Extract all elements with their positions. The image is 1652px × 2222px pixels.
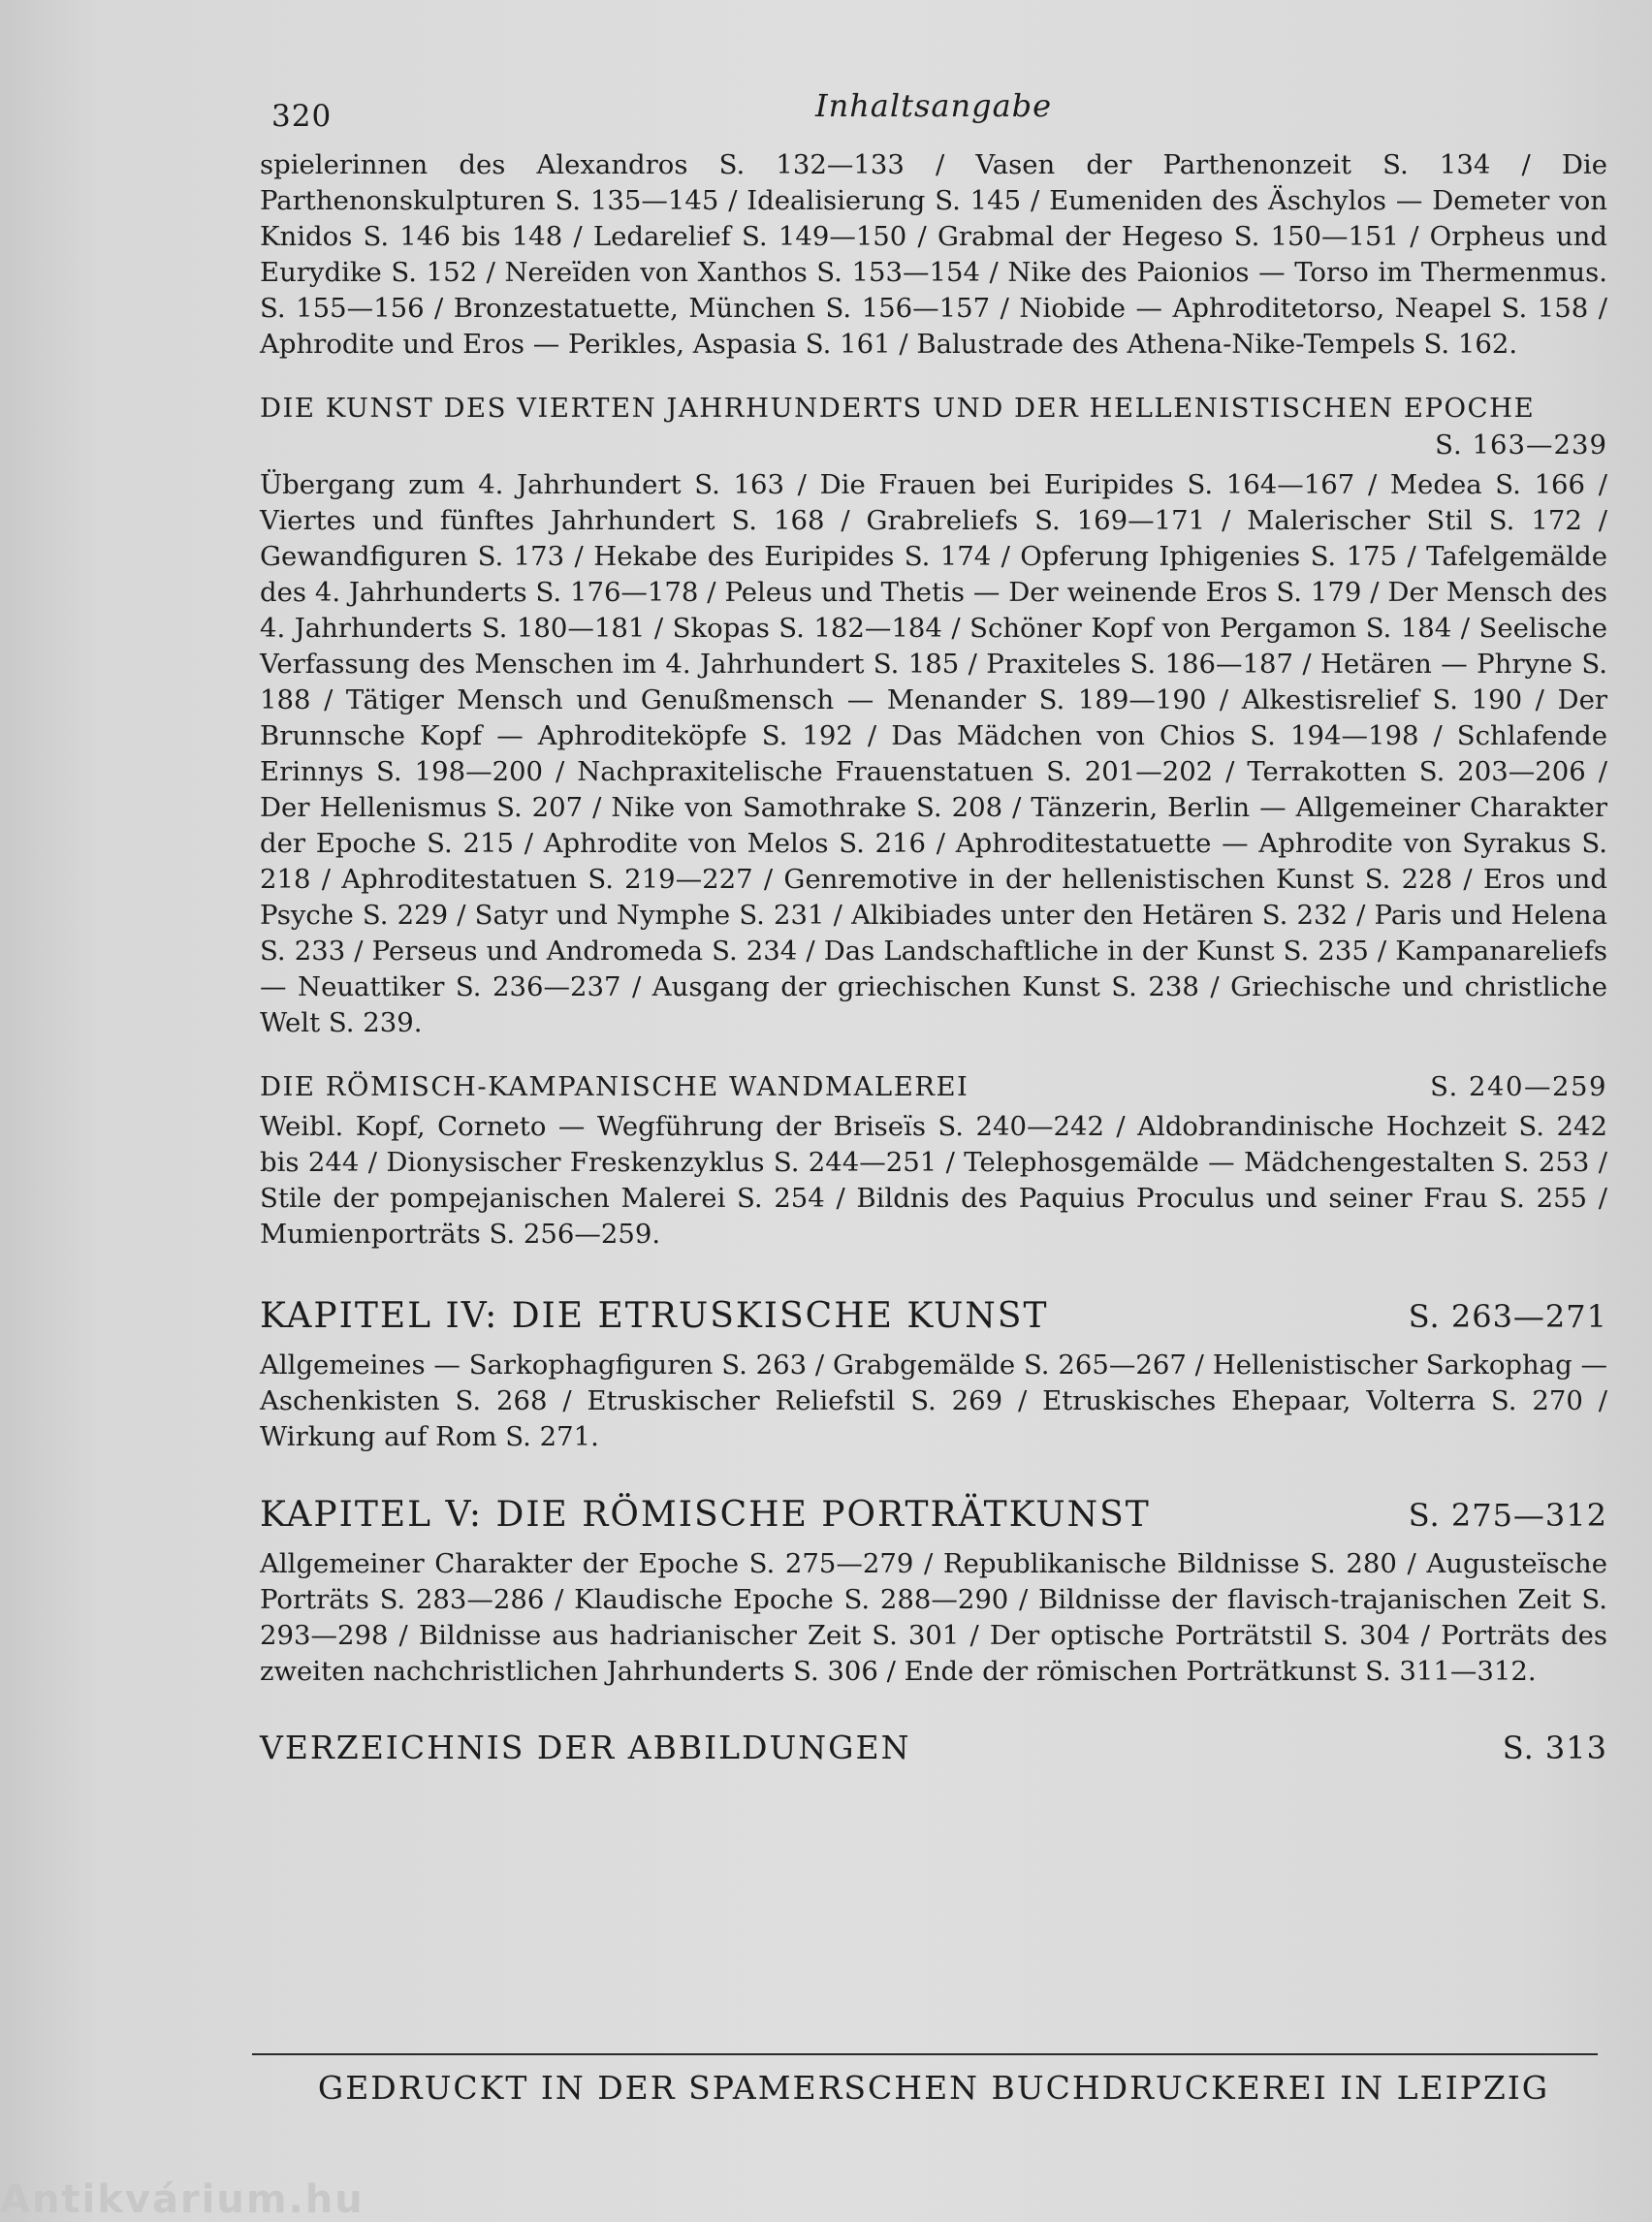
chapter-text: Allgemeiner Charakter der Epoche S. 275—279 / Republikanische Bildnisse S. 280 / Augusteïsche Porträts S. 283—286 / Klaudische Epoche S. 288—290 / Bildnisse der flavisch-trajanischen Zeit S. 293—298 / Bildnisse aus hadrianischer Zeit S. 301 / Der optische Porträtstil S. 304 / Porträts des zweiten nachchristlichen Jahrhunderts S. 306 / Ende der römischen Porträtkunst S. 311—312. bbox=[260, 1548, 1607, 1687]
chapter-title: KAPITEL V: DIE RÖMISCHE PORTRÄTKUNST bbox=[260, 1495, 1151, 1535]
section-title: DIE RÖMISCH-KAMPANISCHE WANDMALEREI bbox=[260, 1071, 969, 1102]
section-title: DIE KUNST DES VIERTEN JAHRHUNDERTS UND DER HELLENISTISCHEN EPOCHE bbox=[260, 393, 1536, 424]
running-head bbox=[260, 79, 1607, 147]
section-heading bbox=[260, 390, 1607, 463]
index-heading bbox=[260, 1725, 1607, 1771]
page-number: 320 bbox=[271, 99, 333, 134]
chapter-pages: S. 263—271 bbox=[1408, 1298, 1607, 1335]
chapter-pages: S. 275—312 bbox=[1408, 1497, 1607, 1534]
imprint-divider bbox=[252, 2053, 1598, 2055]
intro-paragraph: spielerinnen des Alexandros S. 132—133 / Vasen der Parthenonzeit S. 134 / Die Parthenonskulpturen S. 135—145 / Idealisierung S. 145 / Eumeniden des Äschylos — Demeter von Knidos S. 146 bis 148 / Ledarelief S. 149—150 / Grabmal der Hegeso S. 150—151 / Orpheus und Eurydike S. 152 / Nereïden von Xanthos S. 153—154 / Nike des Paionios — Torso im Thermenmus. S. 155—156 / Bronzestatuette, München S. 156—157 / Niobide — Aphroditetorso, Neapel S. 158 / Aphrodite und Eros — Perikles, Aspasia S. 161 / Balustrade des Athena-Nike-Tempels S. 162. bbox=[260, 149, 1607, 360]
chapter-roman-portrait bbox=[260, 1492, 1607, 1690]
running-title: Inhaltsangabe bbox=[814, 87, 1053, 124]
section-text: Übergang zum 4. Jahrhundert S. 163 / Die Frauen bei Euripides S. 164—167 / Medea S. 166 / Viertes und fünftes Jahrhundert S. 168 / Grabreliefs S. 169—171 / Malerischer Stil S. 172 / Gewandfiguren S. 173 / Hekabe des Euripides S. 174 / Opferung Iphigenies S. 175 / Tafelgemälde des 4. Jahrhunderts S. 176—178 / Peleus und Thetis — Der weinende Eros S. 179 / Der Mensch des 4. Jahrhunderts S. 180—181 / Skopas S. 182—184 / Schöner Kopf von Pergamon S. 184 / Seelische Verfassung des Menschen im 4. Jahrhundert S. 185 / Praxiteles S. 186—187 / Hetären — Phryne S. 188 / Tätiger Mensch und Genußmensch — Menander S. 189—190 / Alkestisrelief S. 190 / Der Brunnsche Kopf — Aphroditeköpfe S. 192 / Das Mädchen von Chios S. 194—198 / Schlafende Erinnys S. 198—200 / Nachpraxitelische Frauenstatuen S. 201—202 / Terrakotten S. 203—206 / Der Hellenismus S. 207 / Nike von Samothrake S. 208 / Tänzerin, Berlin — Allgemeiner Charakter der Epoche S. 215 / Aphrodite von Melos S. 216 / Aphroditestatuette — Aphrodite von Syrakus S. 218 / Aphroditestatuen S. 219—227 / Genremotive in der hellenistischen Kunst S. 228 / Eros und Psyche S. 229 / Satyr und Nymphe S. 231 / Alkibiades unter den Hetären S. 232 / Paris und Helena S. 233 / Perseus und Andromeda S. 234 / Das Landschaftliche in der Kunst S. 235 / Kampanareliefs — Neuattiker S. 236—237 / Ausgang der griechischen Kunst S. 238 / Griechische und christliche Welt S. 239. bbox=[260, 469, 1607, 1038]
section-pages: S. 163—239 bbox=[1435, 429, 1607, 460]
index-title: VERZEICHNIS DER ABBILDUNGEN bbox=[260, 1729, 911, 1766]
watermark: Antikvárium.hu bbox=[0, 2177, 365, 2222]
printer-imprint: GEDRUCKT IN DER SPAMERSCHEN BUCHDRUCKEREI IN LEIPZIG bbox=[317, 2069, 1550, 2107]
book-page bbox=[260, 79, 1607, 2203]
chapter-text: Allgemeines — Sarkophagfiguren S. 263 / Grabgemälde S. 265—267 / Hellenistischer Sarkophag — Aschenkisten S. 268 / Etruskischer Reliefstil S. 269 / Etruskisches Ehepaar, Volterra S. 270 / Wirkung auf Rom S. 271. bbox=[260, 1349, 1607, 1452]
index-pages: S. 313 bbox=[1502, 1730, 1607, 1766]
chapter-etruscan bbox=[260, 1293, 1607, 1455]
section-pages: S. 240—259 bbox=[1430, 1071, 1607, 1102]
section-text: Weibl. Kopf, Corneto — Wegführung der Briseïs S. 240—242 / Aldobrandinische Hochzeit S. 242 bis 244 / Dionysischer Freskenzyklus S. 244—251 / Telephosgemälde — Mädchengestalten S. 253 / Stile der pompejanischen Malerei S. 254 / Bildnis des Paquius Proculus und seiner Frau S. 255 / Mumienporträts S. 256—259. bbox=[260, 1111, 1607, 1250]
chapter-heading bbox=[260, 1492, 1607, 1539]
section-heading bbox=[260, 1068, 1607, 1105]
section-fourth-century bbox=[260, 390, 1607, 1041]
chapter-title: KAPITEL IV: DIE ETRUSKISCHE KUNST bbox=[260, 1296, 1049, 1336]
chapter-heading bbox=[260, 1293, 1607, 1340]
section-roman-campanian bbox=[260, 1068, 1607, 1253]
